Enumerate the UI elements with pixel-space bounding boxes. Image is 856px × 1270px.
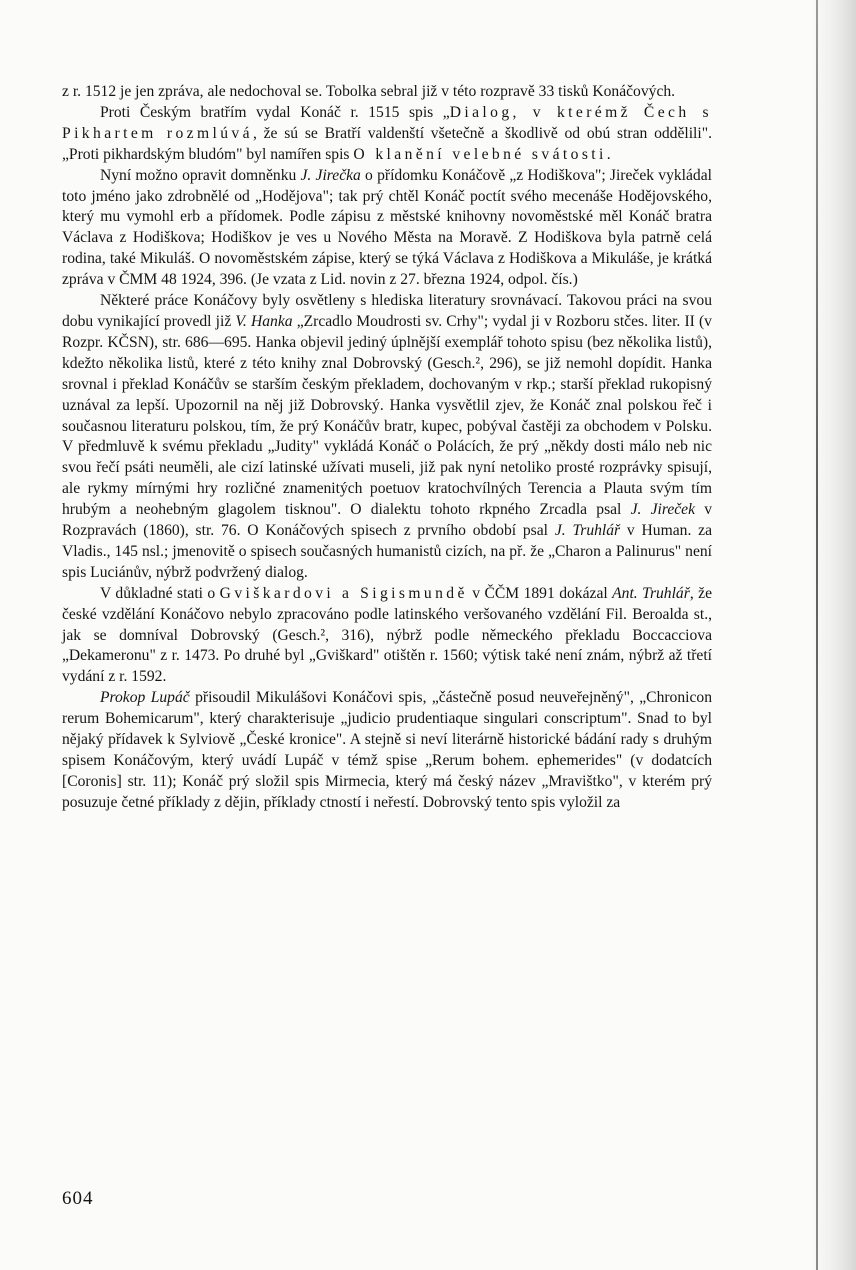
paragraph — [62, 584, 712, 689]
text-run: „Zrcadlo Moudrosti sv. Crhy"; vydal ji v Rozboru stčes. liter. II (v Rozpr. KČSN), str. 686—695. Hanka objevil jediný úplnější exemplář tohoto spisu (bez několika listů), kdežto několika listů, které z této knihy znal Dobrovský (Gesch.², 296), se již nemohl dopídit. Hanka srovnal i překlad Konáčův se starším českým překladem, dochovaným v rkp.; starší překlad rukopisný uznával za lepší. Upozornil na něj již Dobrovský. Hanka vysvětlil zjev, že Konáč znal polskou řeč i současnou literaturu polskou, tím, že prý Konáčův bratr, kupec, pobýval častěji za obchodem v Polsku. V předmluvě k svému překladu „Judity" vykládá Konáč o Polácích, že prý „někdy dosti málo neb nic svou řečí psáti neuměli, ale cizí latinské užívati museli, již pak nyní netoliko prosté rozprávky spisují, ale rykmy mírnými hry rozličné znamenitých poetuov kratochvílných Terencia a Plauta svým tím hrubým a neohebným glagolem tisknou". O dialektu tohoto rkpného Zrcadla psal — [62, 312, 712, 519]
author-name: J. Jirečka — [300, 166, 361, 184]
author-name: V. Hanka — [235, 312, 293, 330]
author-name: J. Truhlář — [554, 522, 621, 540]
text-run: v ČČM 1891 dokázal — [467, 584, 613, 602]
paragraph — [62, 82, 712, 103]
text-run: Proti Českým bratřím vydal Konáč r. 1515 spis „ — [100, 103, 450, 121]
text-run: o přídomku Konáčově „z Hodiškova"; Jireček vykládal toto jméno jako zdrobnělé od „Hodějova"; tak prý chtěl Konáč poctít svého mecenáše Hodějovského, který mu vymohl erb a přídomek. Podle zápisu z městské knihovny novoměstské měl Konáč bratra Václava z Hodiškova; Hodiškov je ves u Nového Města na Moravě. Z Hodiškova byla patrně celá rodina, také Mikuláš. O novoměstském zápise, který se týká Václava z Hodiškova a Mikuláše, je krátká zpráva v ČMM 48 1924, 396. (Je vzata z Lid. novin z 27. března 1924, odpol. čís.) — [62, 166, 712, 289]
text-run: Nyní možno opravit domněnku — [100, 166, 301, 184]
text-run: v Rozpravách (1860), str. 76. O Konáčových spisech z prvního období psal — [62, 501, 712, 540]
paragraph — [62, 688, 712, 813]
spaced-title: Dialog, v kterémž Čech s Pikhartem rozmlúvá — [62, 103, 712, 142]
text-run: přisoudil Mikulášovi Konáčovi spis, „částečně posud neuveřejněný", „Chronicon rerum Bohemicarum", který charakterisuje „judicio prudentiaque singulari conscriptum". Snad to byl nějaký přídavek k Sylviově „České kronice". A stejně si neví literárně historické bádání rady s druhým spisem Konáčovým, který uvádí Lupáč v témž spise „Rerum bohem. ephemerides" (v dodatcích [Coronis] str. 11); Konáč prý složil spis Mirmecia, který má český název „Mravištko", v kterém prý posuzuje četné příklady z dějin, příklady ctností i neřestí. Dobrovský tento spis vyložil za — [62, 689, 713, 811]
text-run: v Human. za Vladis., 145 nsl.; jmenovitě o spisech současných humanistů cizích, na př. že „Charon a Palinurus" není spis Luciánův, nýbrž podvržený dialog. — [62, 522, 712, 581]
author-name: Ant. Truhlář — [612, 584, 690, 602]
paragraph — [62, 166, 712, 291]
author-name: Prokop Lupáč — [100, 689, 190, 707]
author-name: J. Jireček — [630, 501, 696, 519]
text-run: , že sú se Bratří valdenští všetečně a škodlivě od obú stran oddělili". „Proti pikhardským bludóm" byl namířen spis — [62, 124, 712, 163]
text-run: , že české vzdělání Konáčovo nebylo zpracováno podle latinského veršovaného vzdělání Fil. Beroalda st., jak se domníval Dobrovský (Gesch.², 316), nýbrž podle německého překladu Boccacciova „Dekameronu" z r. 1473. Po druhé byl „Gviškard" otištěn r. 1560; výtisk také není znám, nýbrž až třetí vydání z r. 1592. — [62, 584, 712, 686]
paragraph — [62, 291, 712, 584]
page-number: 604 — [62, 1188, 94, 1209]
page-binding-edge — [816, 0, 818, 1270]
body-text — [62, 82, 712, 814]
text-run: z r. 1512 je jen zpráva, ale nedochoval se. Tobolka sebral již v této rozpravě 33 tisků Konáčových. — [62, 83, 676, 100]
spaced-title: O klanění velebné svátosti — [353, 145, 607, 163]
paragraph — [62, 103, 712, 166]
text-run: V důkladné stati o — [100, 584, 220, 602]
spaced-title: Gviškardovi a Sigismundě — [219, 584, 468, 602]
text-run: Některé práce Konáčovy byly osvětleny s hlediska literatury srovnávací. Takovou práci na svou dobu vynikající provedl již — [62, 292, 712, 330]
text-run: . — [606, 145, 611, 163]
